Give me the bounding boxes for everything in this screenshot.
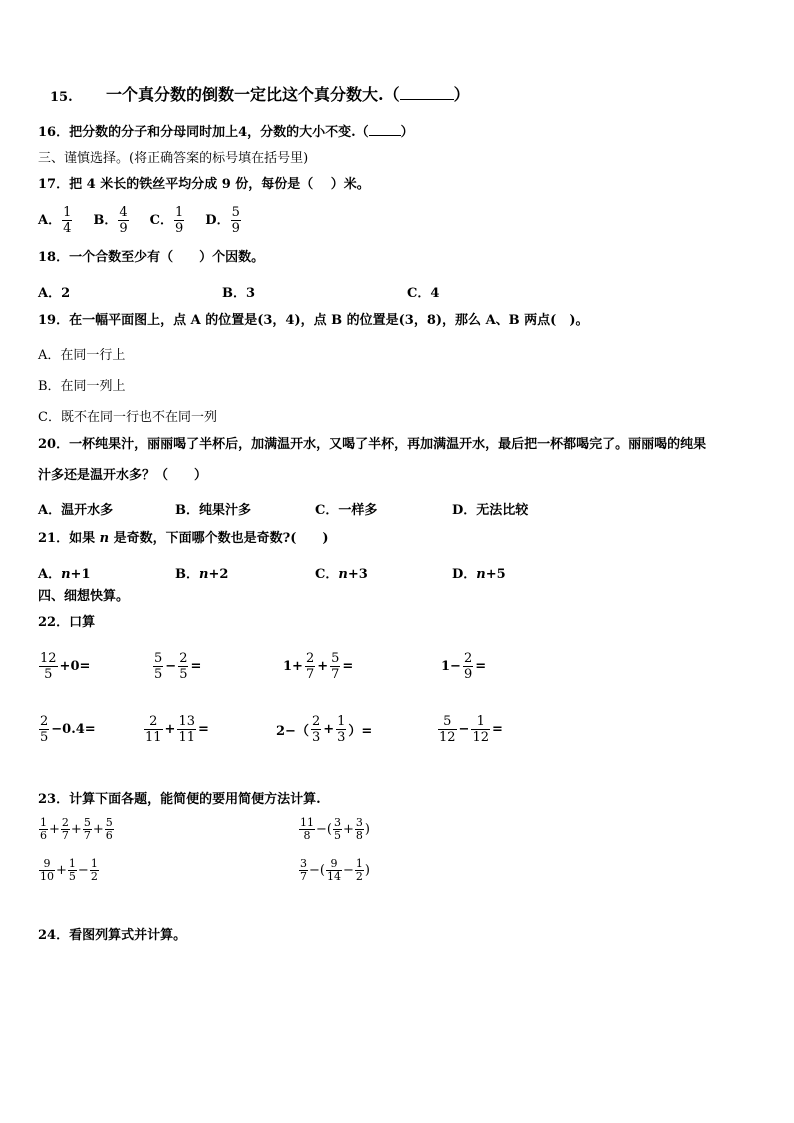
option-d[interactable]: D． $\frac{5}{9}$ [205,205,240,236]
section-4-heading: 四、细想快算。 [38,589,130,604]
option-a[interactable]: A．在同一行上 [38,348,126,363]
calc-23-1: $\frac{1}{6}$ + $\frac{2}{7}$ + $\frac{5}{7}$ + $\frac{5}{6}$ [40,816,113,842]
option-b[interactable]: B． $\frac{4}{9}$ [93,205,128,236]
option-c[interactable]: C．n+3 [315,567,368,582]
question-21: 21．如果 n 是奇数，下面哪个数也是奇数?( ) [38,531,329,546]
option-c[interactable]: C．4 [407,286,440,301]
question-15-text: 一个真分数的倒数一定比这个真分数大.（ [106,85,400,104]
question-19: 19．在一幅平面图上，点 A 的位置是(3，4)，点 B 的位置是(3，8)，那么 A、B 两点( )。 [38,313,589,328]
question-24: 24．看图列算式并计算。 [38,928,187,943]
question-number-15: 15. [50,90,73,105]
question-17-options [38,205,242,236]
oral-calc-2: $\frac{5}{5}$ − $\frac{2}{5}$ = [154,651,202,682]
option-a[interactable]: A． $\frac{1}{4}$ [38,205,72,236]
variable-n: n [99,531,110,546]
question-18: 18．一个合数至少有（ ）个因数。 [38,250,265,265]
question-22: 22．口算 [38,615,96,630]
oral-calc-1: $\frac{12}{5}$ +0= [40,651,91,682]
question-15: 一个真分数的倒数一定比这个真分数大.（ ） [106,85,470,104]
oral-calc-5: $\frac{2}{5}$ −0.4= [40,714,96,745]
oral-calc-3: 1+ $\frac{2}{7}$ + $\frac{5}{7}$ = [283,651,354,682]
answer-blank-15[interactable] [400,99,454,100]
calc-23-3: $\frac{9}{10}$ + $\frac{1}{5}$ − $\frac{1}{2}$ [40,857,98,883]
oral-calc-4: 1− $\frac{2}{9}$ = [441,651,487,682]
question-20-line-2: 汁多还是温开水多？（ ） [38,468,208,483]
option-c[interactable]: C．既不在同一行也不在同一列 [38,410,217,425]
answer-blank-16[interactable] [369,135,401,136]
option-a[interactable]: A．2 [38,286,71,301]
oral-calc-6: $\frac{2}{11}$ + $\frac{13}{11}$ = [145,714,209,745]
option-d[interactable]: D．n+5 [452,567,506,582]
option-b[interactable]: B．纯果汁多 [175,503,251,518]
section-3-heading: 三、谨慎选择。(将正确答案的标号填在括号里) [38,151,309,166]
question-20-line-1: 20．一杯纯果汁，丽丽喝了半杯后，加满温开水，又喝了半杯，再加满温开水，最后把一杯都喝完了。丽丽喝的纯果 [38,437,707,452]
option-b[interactable]: B．n+2 [175,567,229,582]
question-23: 23．计算下面各题，能简便的要用简便方法计算. [38,792,321,807]
option-b[interactable]: B．在同一列上 [38,379,126,394]
option-a[interactable]: A．n+1 [38,567,91,582]
calc-23-4: $\frac{3}{7}$ −( $\frac{9}{14}$ − $\frac{1}{2}$ ) [300,857,370,883]
option-c[interactable]: C． $\frac{1}{9}$ [149,205,184,236]
calc-23-2: $\frac{11}{8}$ −( $\frac{3}{5}$ + $\frac{3}{8}$ ) [300,816,370,842]
option-c[interactable]: C．一样多 [315,503,378,518]
question-16-text: 16．把分数的分子和分母同时加上4，分数的大小不变.（ [38,125,369,140]
oral-calc-7: 2−（ $\frac{2}{3}$ + $\frac{1}{3}$ ）= [276,714,373,745]
question-17: 17．把 4 米长的铁丝平均分成 9 份，每份是（ ）米。 [38,177,370,192]
option-b[interactable]: B．3 [222,286,256,301]
option-a[interactable]: A．温开水多 [38,503,114,518]
option-d[interactable]: D．无法比较 [452,503,529,518]
oral-calc-8: $\frac{5}{12}$ − $\frac{1}{12}$ = [439,714,503,745]
question-16: 16．把分数的分子和分母同时加上4，分数的大小不变.（ ） [38,125,414,140]
